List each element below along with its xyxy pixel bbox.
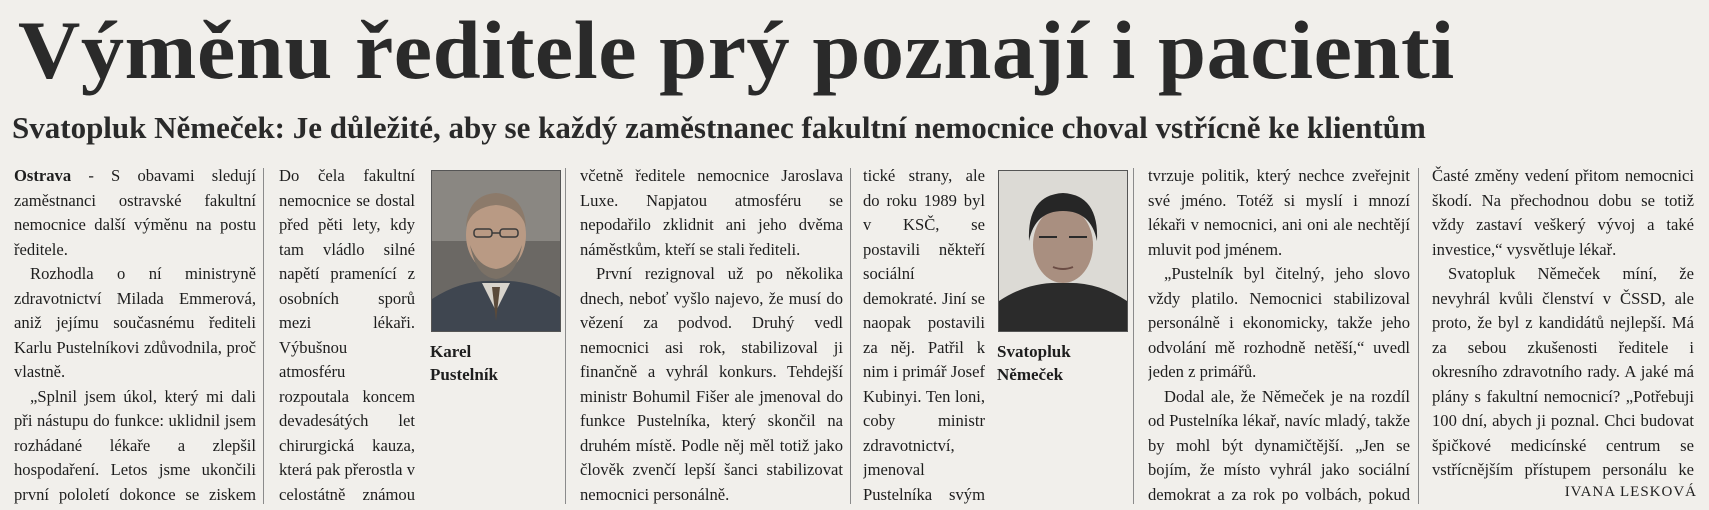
paragraph: Dodal ale, že Němeček je na rozdíl od Pustelníka lékař, navíc mladý, takže by mohl být dynamičtější. „Jen se bojím, že místo vyhrál jako sociální demokrat a za rok po volbách, pokud — [1148, 386, 1410, 504]
column-rule — [263, 168, 264, 504]
photo-caption-pustelnik — [430, 340, 498, 386]
column-rule — [565, 168, 566, 504]
photo-svatopluk-nemecek — [998, 170, 1128, 332]
paragraph — [14, 164, 256, 262]
article-column-4 — [863, 164, 985, 510]
column-rule — [850, 168, 851, 504]
caption-first-name: Svatopluk — [997, 342, 1071, 361]
paragraph: tické strany, ale do roku 1989 byl v KSČ, se postavili někteří sociální demokraté. Jiní se naopak postavili za něj. Patřil k nim i primář Josef Kubinyi. Ten loni, coby ministr zdravotnictví, jmenoval Pustelníka svým — [863, 166, 985, 504]
article-column-1 — [14, 164, 256, 510]
paragraph: Do čela fakultní nemocnice se dostal před pěti lety, kdy tam vládlo silné napětí pramenící z osobních sporů mezi lékaři. Výbušnou atmosféru rozpoutala koncem devadesátých let chirurgická kauza, která pak přerostla v celostátně známou — [279, 166, 415, 504]
column-rule — [1133, 168, 1134, 504]
byline: IVANA LESKOVÁ — [1559, 484, 1697, 501]
article-column-2-lower — [279, 406, 519, 510]
article-column-6 — [1432, 164, 1694, 484]
paragraph: Časté změny vedení přitom nemocnici škodí. Na přechodnou dobu se totiž vždy zastaví veškerý vývoj a také investice,“ vysvětluje lékař. — [1432, 166, 1694, 259]
paragraph-text: - S obavami sledují zaměstnanci ostravské fakultní nemocnice další výměnu na postu ředitele. — [14, 166, 256, 259]
article-column-5 — [1148, 164, 1410, 510]
paragraph: První rezignoval už po několika dnech, neboť vyšlo najevo, že musí do vězení za podvod. Druhý vedl nemocnici asi rok, stabilizoval ji finančně a vyhrál konkurs. Tehdejší ministr Bohumil Fišer ale jmenoval do funkce Pustelníka, který skončil na druhém místě. Podle něj měl totiž jako člověk zvenčí lepší šanci stabilizovat nemocnici personálně. — [580, 264, 843, 504]
headline: Výměnu ředitele prý poznají i pacienti — [18, 4, 1455, 96]
dateline: Ostrava — [14, 166, 72, 185]
column-rule — [1418, 168, 1419, 504]
paragraph: Rozhodla o ní ministryně zdravotnictví Milada Emmerová, aniž jejímu současnému řediteli Karlu Pustelníkovi zdůvodnila, proč vlastně. — [14, 264, 256, 381]
paragraph: „Splnil jsem úkol, který mi dali při nástupu do funkce: uklidnil jsem rozhádané lékaře a zlepšil hospodaření. Letos jsme ukončili první pololetí dokonce se ziskem — [14, 386, 256, 504]
paragraph: tvrzuje politik, který nechce zveřejnit své jméno. Totéž si myslí i mnozí lékaři v nemocnici, ani oni ale nechtějí mluvit pod jménem. — [1148, 166, 1410, 259]
paragraph: Svatopluk Němeček míní, že nevyhrál kvůli členství v ČSSD, ale proto, že byl z kandidátů nejlepší. Má za sebou zkušenosti ředitele i okresního zdravotního rady. A jaké má plány s fakultní nemocnicí? „Potřebuji 100 dní, abych ji poznal. Chci budovat špičkové medicínské centrum se vstřícnějším přístupem personálu ke — [1432, 264, 1694, 479]
paragraph: „Pustelník byl čitelný, jeho slovo vždy platilo. Nemocnici stabilizoval personálně i ekonomicky, takže jeho odvolání mě rozhodně netěší,“ uvedl jeden z primářů. — [1148, 264, 1410, 381]
photo-karel-pustelnik — [431, 170, 561, 332]
paragraph: včetně ředitele nemocnice Jaroslava Luxe. Napjatou atmosféru se nepodařilo zklidnit ani jeho dvěma náměstkům, kteří se stali řediteli. — [580, 166, 843, 259]
caption-last-name: Němeček — [997, 365, 1064, 384]
caption-first-name: Karel — [430, 342, 472, 361]
subheadline: Svatopluk Němeček: Je důležité, aby se každý zaměstnanec fakultní nemocnice choval vstřícně ke klientům — [12, 110, 1426, 145]
caption-last-name: Pustelník — [430, 365, 499, 384]
photo-caption-nemecek — [997, 340, 1071, 386]
article-column-3 — [580, 164, 843, 510]
